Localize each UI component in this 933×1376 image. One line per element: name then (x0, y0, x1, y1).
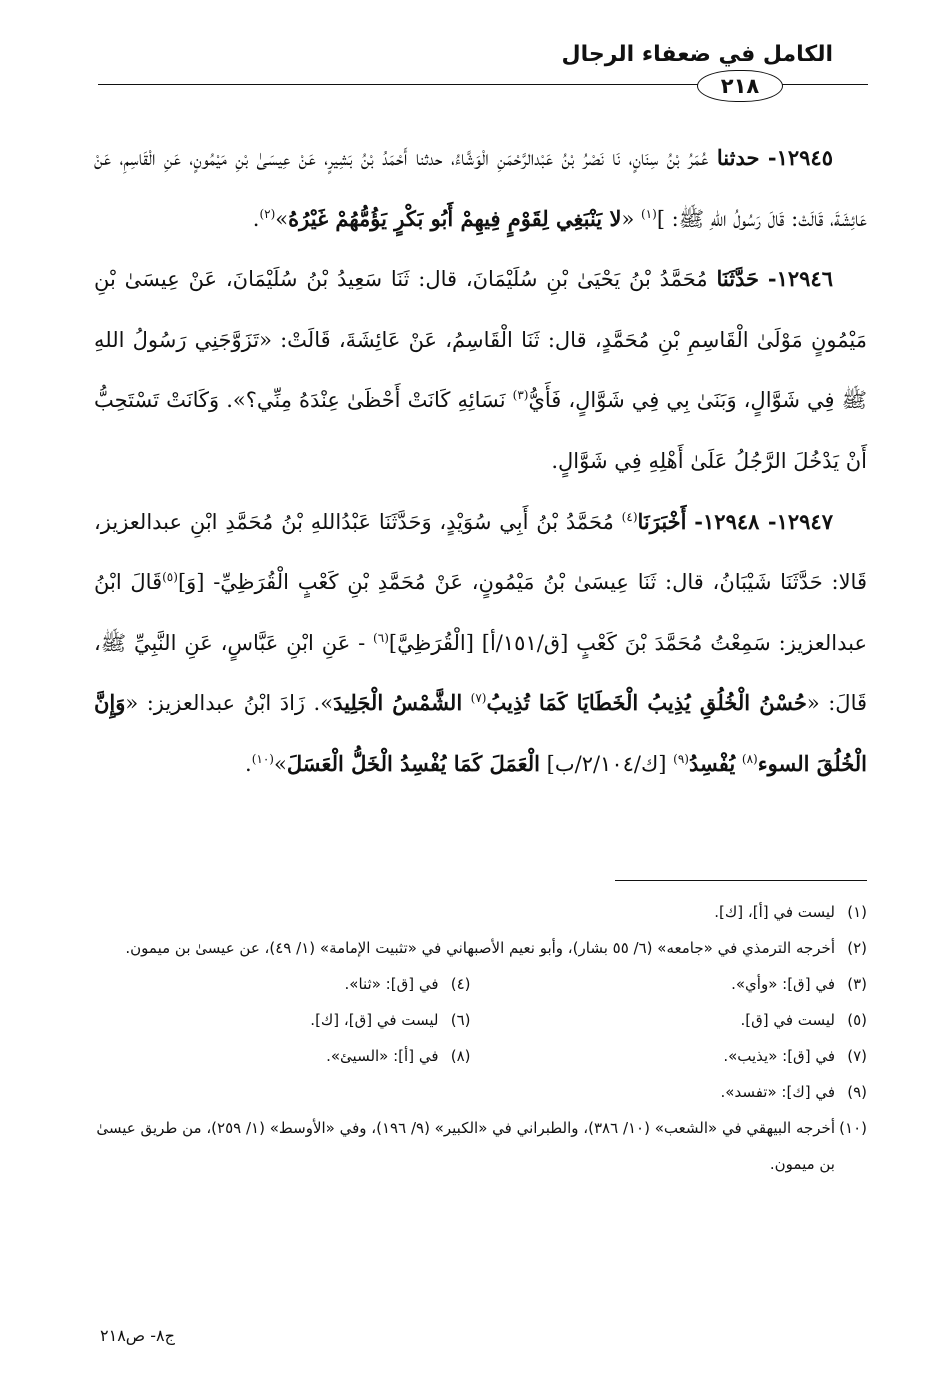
running-header-title: الكامل في ضعفاء الرجال (561, 42, 833, 67)
footnote-ref[interactable]: (٢) (259, 206, 276, 221)
footnote-text: في [ق]: «وأي». (731, 975, 835, 993)
transmission-term: حدثنا (716, 145, 760, 170)
footnote-number: (٣) (847, 975, 867, 993)
footnote-ref[interactable]: (٦) (373, 630, 389, 645)
hadith-matn: لا يَنْبَغِي لِقَوْمٍ فِيهِمْ أَبُو بَكْرٍ يَؤُمُّهُمْ غَيْرُهُ (288, 205, 622, 231)
footnote-1 (94, 894, 867, 930)
transmission-term: أَخْبَرَنَا (637, 508, 687, 534)
footnote-number: (٥) (847, 1011, 867, 1029)
hadith-text: نَسَائِهِ كَانَتْ أَحْظَىٰ عِنْدَهُ مِنِّي؟». وَكَانَتْ تَسْتَحِبُّ أَنْ يَدْخُلَ الرَّجُلُ عَلَىٰ أَهْلِهِ فِي شَوَّالٍ. (94, 388, 867, 473)
footnote-number: (٩) (847, 1083, 867, 1101)
footnote-number: (٦) (450, 1011, 471, 1029)
footnote-5 (491, 1002, 868, 1038)
footnote-ref[interactable]: (١) (640, 206, 657, 221)
hadith-matn: الشَّمْسُ الْجَلِيدَ (333, 690, 463, 716)
footnote-text: في [ق]: «يذيب». (723, 1047, 835, 1065)
quote-mark: » (273, 751, 287, 776)
quote-mark: » (275, 206, 289, 231)
footnote-grid (94, 966, 867, 1074)
footnote-number: (٢) (847, 939, 867, 957)
footnote-number: (١) (847, 903, 867, 921)
transmission-term: حَدَّثَنَا (716, 266, 760, 292)
quote-mark: « (621, 206, 635, 231)
footnote-number: (٤) (450, 975, 471, 993)
isnad-text: مُحَمَّدُ بْنُ يَحْيَىٰ بْنِ سُلَيْمَانَ، قال: ثَنَا سَعِيدُ بْنُ سُلَيْمَانَ، عَنْ عِيسَىٰ بْنِ مَيْمُونٍ مَوْلَىٰ الْقَاسِمِ بْنِ مُحَمَّدٍ، قال: ثَنَا الْقَاسِمُ، عَنْ عَائِشَةَ، قَالَتْ: «تَزَوَّجَنِي رَسُولُ اللهِ ﷺ فِي شَوَّالٍ، وَبَنَىٰ بِي فِي شَوَّالٍ، فَأَيُّ (94, 267, 867, 413)
footnote-text: في [أ]: «السيئ». (326, 1047, 439, 1065)
footnote-text: أخرجه الترمذي في «جامعه» (٦/ ٥٥ بشار)، وأبو نعيم الأصبهاني في «تثبيت الإمامة» (١/ ٤٩)، عن عيسىٰ بن ميمون. (125, 939, 835, 957)
page-number: ٢١٨ (720, 74, 760, 98)
isnad-text: عُمَرُ بْنُ سِنَانٍ، نَا نَصْرُ بْنُ عَبْدالرَّحْمَنِ الْوَشَّاءُ، حدثنا أَحْمَدُ بْنُ بَشِيرٍ، عَنْ عِيسَىٰ بْنِ مَيْمُونٍ، عَنِ الْقَاسِمِ، عَنْ عَائِشَةَ، قَالَتْ: قَالَ رَسُولُ اللهِ ﷺ: ] (94, 146, 867, 231)
hadith-matn: وَإِنَّ الْخُلُقَ السوء (94, 690, 867, 776)
hadith-matn: يُفْسِدُ (688, 750, 736, 776)
footnote-8 (94, 1038, 471, 1074)
footnote-7 (491, 1038, 868, 1074)
footnote-ref[interactable]: (٣) (512, 388, 529, 403)
hadith-text: ». زَادَ ابْنُ عبدالعزيز: « (125, 691, 334, 716)
isnad-text: قَالَ ابْنُ عبدالعزيز: سَمِعْتُ مُحَمَّدَ بْنَ كَعْبٍ [ق/١٥١/أ] [الْقُرَظِيَّ] (94, 570, 867, 655)
text-tail: . (252, 206, 260, 231)
footnote-text: في [ك]: «تفسد». (720, 1083, 835, 1101)
footnote-number: (١٠) (839, 1119, 867, 1137)
footnote-number: (٧) (847, 1047, 867, 1065)
hadith-matn: الْعَمَلَ كَمَا يُفْسِدُ الْخَلُّ الْعَسَلَ (286, 750, 540, 776)
footnote-text: ليست في [ق]، [ك]. (310, 1011, 439, 1029)
hadith-12945 (94, 128, 867, 249)
footnote-text: أخرجه البيهقي في «الشعب» (١٠/ ٣٨٦)، والطبراني في «الكبير» (٩/ ١٩٦)، وفي «الأوسط» (١/ ٢٥٩)، من طريق عيسىٰ بن ميمون. (96, 1119, 835, 1173)
isnad-text: مُحَمَّدُ بْنُ أَبِي سُوَيْدٍ، وَحَدَّثَنَا عَبْدُاللهِ بْنُ مُحَمَّدِ ابْنِ عبدالعزيز، قَالا: حَدَّثَنَا شَيْبَانُ، قال: ثَنَا عِيسَىٰ بْنُ مَيْمُونٍ، عَنْ مُحَمَّدِ بْنِ كَعْبٍ الْقُرَظِيِّ- [وَ] (94, 509, 867, 595)
footnote-text: ليست في [ق]. (740, 1011, 835, 1029)
footnote-ref[interactable]: (٨) (741, 751, 758, 766)
footnote-ref[interactable]: (١٠) (251, 751, 274, 766)
footnote-4 (94, 966, 471, 1002)
hadith-number: ١٢٩٤٥- (767, 145, 833, 170)
footnote-text: ليست في [أ]، [ك]. (714, 903, 835, 921)
hadith-12947 (94, 492, 867, 795)
page-footer: ج٨- ص٢١٨ (100, 1326, 175, 1345)
page-number-badge (697, 70, 783, 102)
footnotes (94, 894, 867, 1182)
footnote-rule (615, 880, 867, 881)
hadith-matn: حُسْنُ الْخُلُقِ يُذِيبُ الْخَطَايَا كَمَا تُذِيبُ (486, 690, 807, 716)
hadith-number: ١٢٩٤٦- (767, 266, 833, 292)
footnote-number: (٨) (450, 1047, 471, 1065)
footnote-10 (94, 1110, 867, 1182)
footnote-6 (94, 1002, 471, 1038)
footnote-2 (94, 930, 867, 966)
footnote-text: في [ق]: «ثنا». (344, 975, 439, 993)
isnad-text: - عَنِ ابْنِ عَبَّاسٍ، عَنِ النَّبِيِّ ﷺ، قَالَ: « (94, 630, 868, 716)
footnote-9 (94, 1074, 867, 1110)
main-text (94, 128, 867, 795)
footnote-ref[interactable]: (٥) (162, 570, 178, 585)
footnote-ref[interactable]: (٤) (621, 509, 638, 524)
hadith-12946 (94, 249, 867, 491)
footnote-ref[interactable]: (٩) (673, 751, 689, 766)
footnote-ref[interactable]: (٧) (470, 691, 487, 706)
hadith-number: ١٢٩٤٧- ١٢٩٤٨- (694, 508, 833, 534)
manuscript-ref: [ك/٢/١٠٤/ب] (546, 751, 667, 776)
footnote-3 (491, 966, 868, 1002)
text-tail: . (245, 751, 252, 776)
